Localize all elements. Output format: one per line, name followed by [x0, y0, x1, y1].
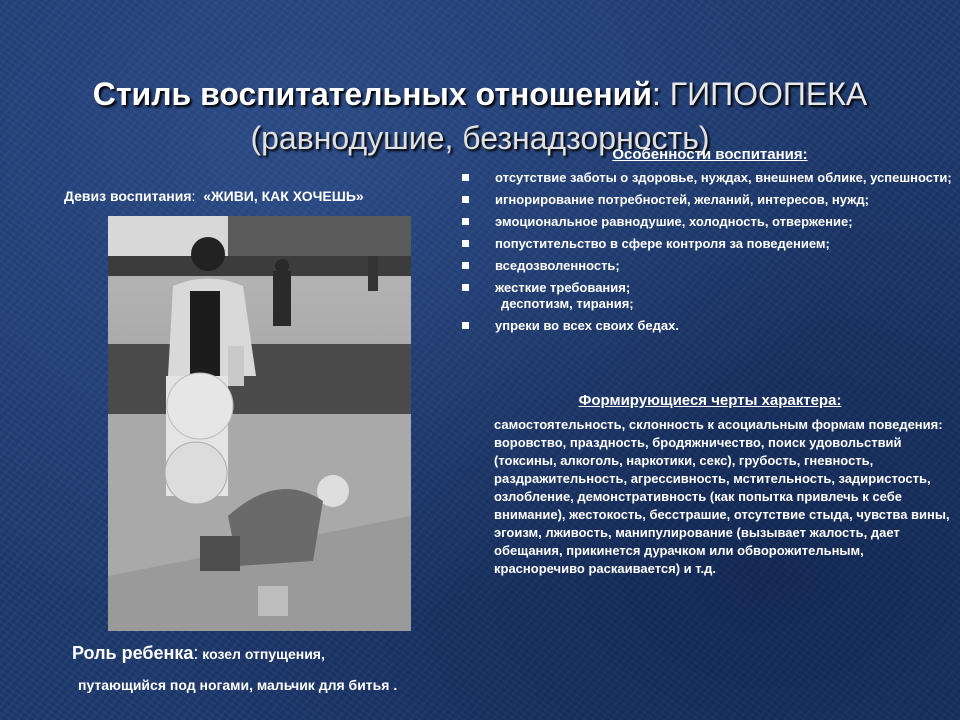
- slide-title: [0, 74, 960, 114]
- photo-mother-and-child: [108, 216, 411, 631]
- photo-illustration: [108, 216, 411, 631]
- motto: [64, 188, 364, 204]
- list-item: [462, 318, 952, 334]
- features-heading: Особенности воспитания:: [612, 146, 808, 163]
- features-item-6: жесткие требования;: [495, 280, 631, 295]
- list-item: [462, 192, 952, 208]
- features-item-3: эмоциональное равнодушие, холодность, отвержение;: [495, 214, 853, 229]
- motto-value: «ЖИВИ, КАК ХОЧЕШЬ»: [203, 188, 364, 204]
- title-rest: : ГИПООПЕКА: [652, 76, 868, 112]
- square-bullet-icon: [462, 218, 469, 225]
- child-role-label: Роль ребенка: [72, 643, 194, 663]
- traits-heading: Формирующиеся черты характера:: [578, 392, 842, 409]
- square-bullet-icon: [462, 174, 469, 181]
- list-item: [462, 170, 952, 186]
- features-item-6-extra: деспотизм, тирания;: [501, 296, 634, 311]
- square-bullet-icon: [462, 322, 469, 329]
- list-item: [462, 236, 952, 252]
- features-item-1: отсутствие заботы о здоровье, нуждах, внешнем облике, успешности;: [495, 170, 952, 185]
- features-list: [462, 170, 952, 340]
- child-role-text-2: путающийся под ногами, мальчик для битья .: [78, 677, 398, 693]
- features-item-5: вседозволенность;: [495, 258, 620, 273]
- list-item: [462, 280, 952, 312]
- square-bullet-icon: [462, 196, 469, 203]
- features-item-2: игнорирование потребностей, желаний, интересов, нужд;: [495, 192, 869, 207]
- motto-label: Девиз воспитания: [64, 188, 192, 204]
- motto-separator: :: [191, 188, 196, 204]
- square-bullet-icon: [462, 240, 469, 247]
- child-role-separator: :: [193, 643, 199, 663]
- child-role: [72, 643, 325, 664]
- traits-text: самостоятельность, склонность к асоциальным формам поведения: воровство, праздность, бродяжничество, поиск удовольствий (токсины, алкоголь, наркотики, секс), грубость, гневность, раздражительность, агрессивность, мстительность, задиристость, озлобление, демонстративность (как попытка привлечь к себе внимание), жестокость, бесстрашие, отсутствие стыда, чувства вины, эгоизм, лживость, манипулирование (вызывает жалость, дает обещания, прикинется дурачком или обворожительным, красноречиво раскаивается) и т.д.: [494, 417, 950, 576]
- list-item: [462, 258, 952, 274]
- slide-subtitle: (равнодушие, безнадзорность): [250, 120, 710, 156]
- child-role-text-1: козел отпущения,: [198, 646, 325, 662]
- features-item-4: попустительство в сфере контроля за поведением;: [495, 236, 830, 251]
- title-bold: Стиль воспитательных отношений: [92, 76, 652, 112]
- square-bullet-icon: [462, 262, 469, 269]
- list-item: [462, 214, 952, 230]
- features-item-7: упреки во всех своих бедах.: [495, 318, 679, 333]
- square-bullet-icon: [462, 284, 469, 291]
